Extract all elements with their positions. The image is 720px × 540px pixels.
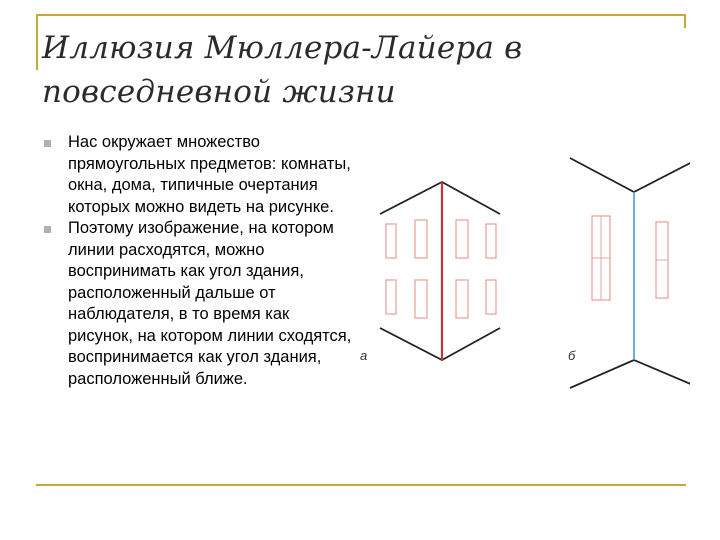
figure-a-top-lines: [380, 182, 500, 214]
figure-a-bottom-lines: [380, 328, 500, 360]
building-corners-drawing: [360, 150, 690, 390]
window-icon: [486, 280, 496, 314]
square-bullet-icon: [44, 140, 51, 147]
window-icon: [415, 280, 427, 318]
window-icon: [386, 224, 396, 258]
slide-title: Иллюзия Мюллера-Лайера в повседневной жизни: [42, 30, 523, 110]
bullet-list: [44, 132, 354, 390]
window-icon: [415, 220, 427, 258]
bullet-item: [44, 132, 354, 218]
illusion-figure: [360, 150, 690, 390]
window-icon: [456, 280, 468, 318]
frame-line-top: [36, 14, 686, 16]
bullet-text: Нас окружает множество прямоугольных предметов: комнаты, окна, дома, типичные очертания которых можно видеть на рисунке.: [68, 133, 351, 216]
window-icon: [456, 220, 468, 258]
figure-b-top-lines: [570, 158, 690, 192]
window-icon: [386, 280, 396, 314]
figure-b-label: б: [568, 348, 576, 363]
window-icon: [486, 224, 496, 258]
bullet-text: Поэтому изображение, на котором линии расходятся, можно воспринимать как угол здания, расположенный дальше от наблюдателя, в то время как рисунок, на котором линии сходятся, воспринимается как угол здания, расположенный ближе.: [68, 219, 352, 388]
figure-b-bottom-lines: [570, 360, 690, 388]
square-bullet-icon: [44, 226, 51, 233]
figure-b-near-corner: [570, 158, 690, 388]
frame-line-left: [36, 14, 38, 70]
frame-line-top-right: [684, 14, 686, 28]
bullet-item: [44, 218, 354, 390]
frame-line-bottom: [36, 484, 686, 486]
figure-a-far-corner: [380, 182, 500, 360]
figure-a-label: а: [360, 348, 368, 363]
